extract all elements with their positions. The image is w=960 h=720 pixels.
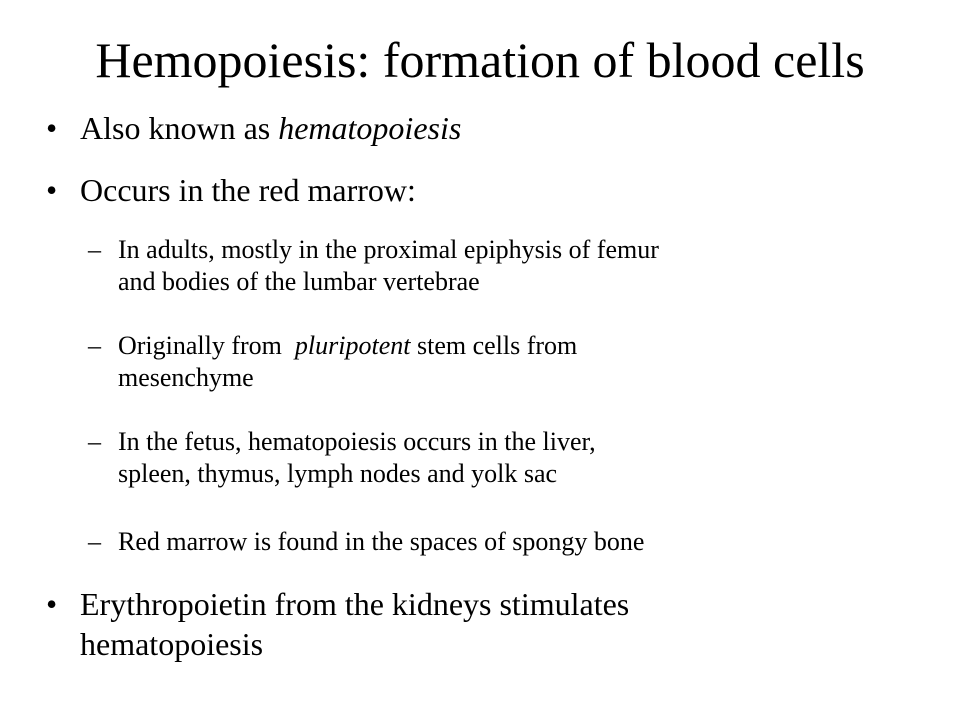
sub-bullet-text — [118, 526, 918, 558]
sub-bullet-line: Red marrow is found in the spaces of spongy bone — [118, 527, 645, 556]
sub-bullet-line — [118, 330, 918, 362]
sub-bullet-text-italic: pluripotent — [294, 331, 411, 360]
sub-bullet-line: mesenchyme — [118, 363, 254, 392]
sub-bullet-text — [118, 330, 918, 394]
bullet-text — [80, 584, 629, 664]
sub-bullet-dash: – — [88, 427, 101, 456]
bullet-dot: • — [46, 586, 58, 622]
bullet-text — [80, 108, 461, 148]
sub-bullet-line: and bodies of the lumbar vertebrae — [118, 267, 480, 296]
bullet-dot: • — [46, 172, 58, 208]
bullet-text-part: Also known as — [80, 110, 279, 146]
slide-title: Hemopoiesis: formation of blood cells — [95, 32, 865, 88]
bullet-line: Erythropoietin from the kidneys stimulates — [80, 586, 630, 622]
sub-bullet-text-part: stem cells from — [410, 331, 578, 360]
sub-bullet-line: In adults, mostly in the proximal epiphysis of femur — [118, 235, 659, 264]
sub-bullet-dash: – — [88, 331, 101, 360]
sub-bullet-text-part: Originally from — [118, 331, 295, 360]
bullet-text-italic: hematopoiesis — [278, 110, 462, 146]
sub-bullet-line: spleen, thymus, lymph nodes and yolk sac — [118, 459, 558, 488]
sub-bullet-dash: – — [88, 527, 101, 556]
sub-bullet-line: In the fetus, hematopoiesis occurs in the liver, — [118, 427, 596, 456]
bullet-text: Occurs in the red marrow: — [80, 172, 416, 208]
sub-bullet-dash: – — [88, 235, 101, 264]
sub-bullet-text — [118, 426, 918, 490]
sub-bullet-text — [118, 234, 918, 298]
bullet-line: hematopoiesis — [80, 626, 264, 662]
bullet-dot: • — [46, 110, 58, 146]
